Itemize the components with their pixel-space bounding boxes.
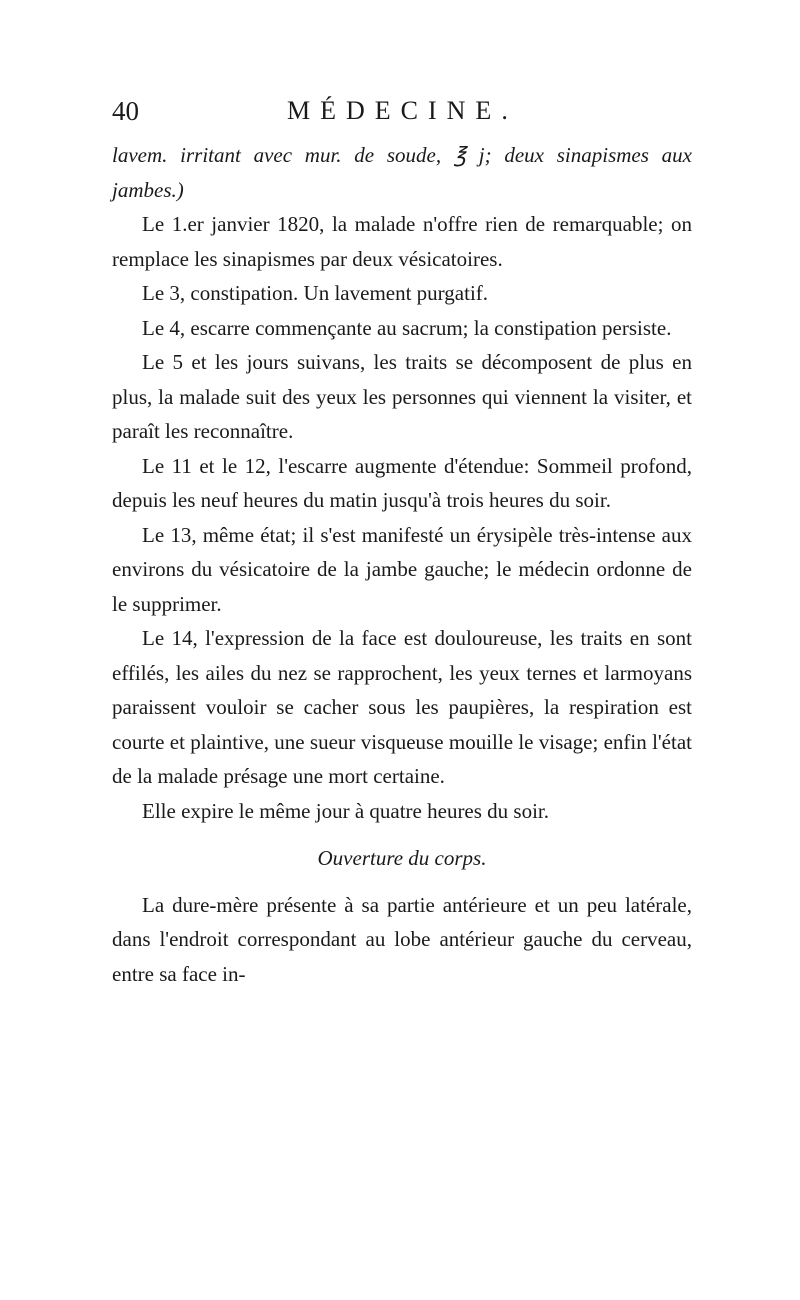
paragraph-8: Elle expire le même jour à quatre heures du soir.	[142, 798, 550, 823]
page-header	[112, 96, 692, 136]
paragraph-5: Le 11 et le 12, l'escarre augmente d'étendue: Sommeil profond, depuis les neuf heures du matin jusqu'à trois heures du soir.	[112, 453, 692, 512]
paragraph-1: Le 1.er janvier 1820, la malade n'offre rien de remarquable; on remplace les sinapismes par deux vésicatoires.	[112, 212, 692, 271]
paragraph-7: Le 14, l'expression de la face est douloureuse, les traits en sont effilés, les ailes du nez se rapprochent, les yeux ternes et larmoyans paraissent vouloir se cacher sous les paupières, la respiration est courte et plaintive, une sueur visqueuse mouille le visage; enfin l'état de la malade présage une mort certaine.	[112, 626, 692, 788]
body-text	[112, 138, 692, 991]
paragraph-3: Le 4, escarre commençante au sacrum; la constipation persiste.	[142, 315, 672, 340]
paragraph-6: Le 13, même état; il s'est manifesté un érysipèle très-intense aux environs du vésicatoire de la jambe gauche; le médecin ordonne de le supprimer.	[112, 522, 692, 616]
paragraph-4: Le 5 et les jours suivans, les traits se décomposent de plus en plus, la malade suit des yeux les personnes qui viennent la visiter, et paraît les reconnaître.	[112, 350, 692, 443]
paragraph-2: Le 3, constipation. Un lavement purgatif.	[142, 281, 489, 305]
running-head: MÉDECINE.	[287, 96, 518, 125]
section-heading: Ouverture du corps.	[317, 846, 487, 870]
paragraph-after-0: La dure-mère présente à sa partie antérieure et un peu latérale, dans l'endroit correspondant au lobe antérieur gauche du cerveau, entre sa face in-	[112, 892, 692, 986]
page-number: 40	[112, 96, 139, 126]
paragraph-0: lavem. irritant avec mur. de soude, ℥ j; deux sinapismes aux jambes.)	[112, 143, 692, 202]
